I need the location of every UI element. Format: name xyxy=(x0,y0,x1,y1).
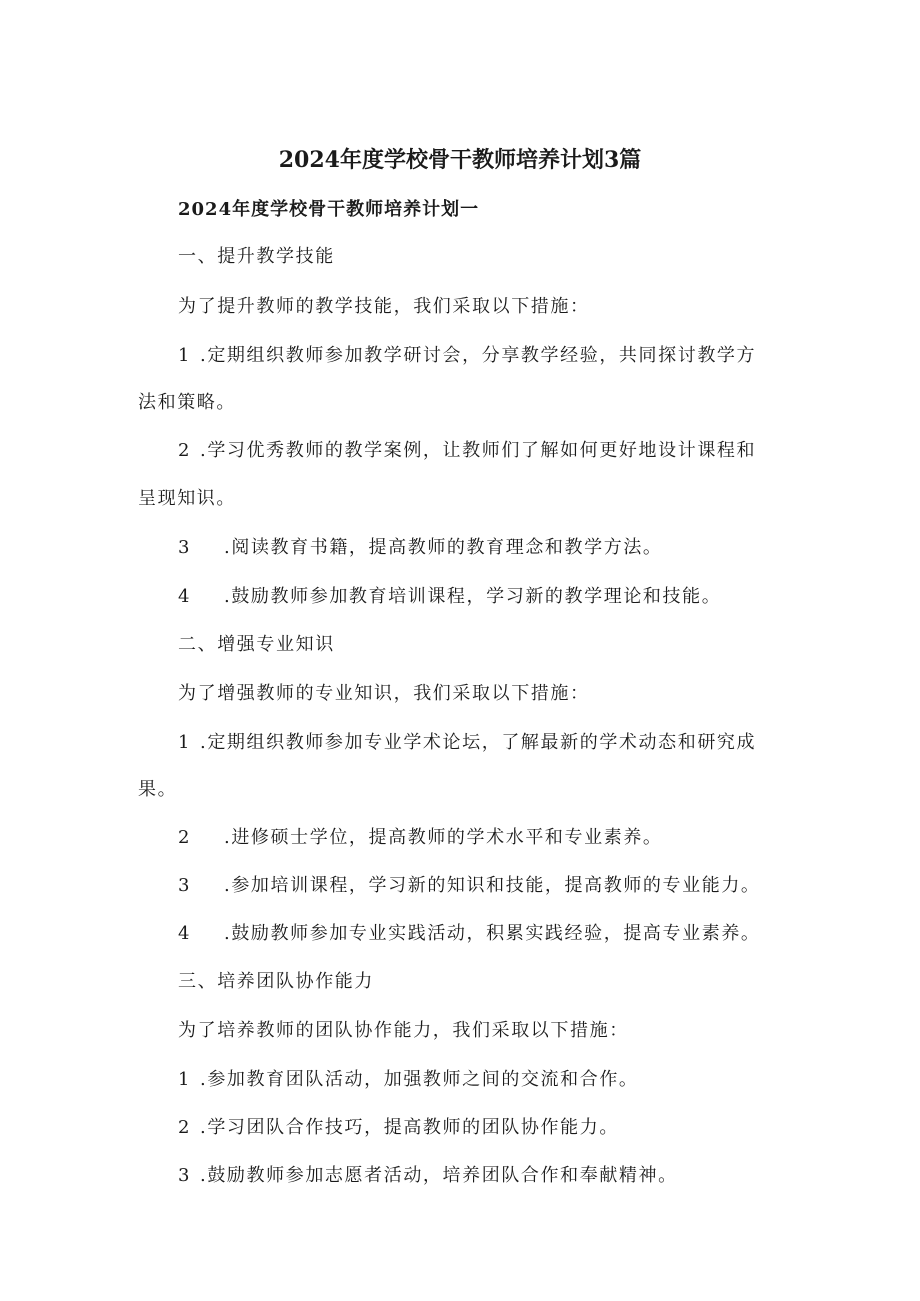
list-item xyxy=(178,825,663,851)
item-continuation: 呈现知识。 xyxy=(138,488,236,509)
item-number: 3 xyxy=(178,537,192,558)
item-text: .鼓励教师参加志愿者活动，培养团队合作和奉献精神。 xyxy=(200,1165,678,1186)
item-continuation: 法和策略。 xyxy=(138,392,236,413)
list-item xyxy=(178,921,761,947)
section-intro: 为了培养教师的团队协作能力，我们采取以下措施： xyxy=(178,1020,629,1041)
list-item xyxy=(178,1115,619,1141)
item-text: .定期组织教师参加教学研讨会，分享教学经验，共同探讨教学方 xyxy=(200,345,757,366)
list-item xyxy=(178,1067,639,1093)
item-text: .参加教育团队活动，加强教师之间的交流和合作。 xyxy=(200,1069,639,1090)
item-number: 1 xyxy=(178,732,192,753)
list-item xyxy=(178,1163,678,1189)
section-heading: 二、增强专业知识 xyxy=(178,634,335,655)
item-number: 2 xyxy=(178,1117,192,1138)
list-item xyxy=(178,730,756,756)
item-continuation: 果。 xyxy=(138,779,178,800)
item-number: 1 xyxy=(178,345,192,366)
item-text: .定期组织教师参加专业学术论坛，了解最新的学术动态和研究成 xyxy=(200,732,757,753)
section-heading: 三、培养团队协作能力 xyxy=(178,971,374,992)
item-number: 3 xyxy=(178,1165,192,1186)
item-text: .鼓励教师参加专业实践活动，积累实践经验，提高专业素养。 xyxy=(224,923,761,944)
item-text: .鼓励教师参加教育培训课程，学习新的教学理论和技能。 xyxy=(224,586,722,607)
list-item xyxy=(178,873,761,899)
item-number: 1 xyxy=(178,1069,192,1090)
item-text: .参加培训课程，学习新的知识和技能，提高教师的专业能力。 xyxy=(224,875,761,896)
item-number: 2 xyxy=(178,827,192,848)
item-number: 2 xyxy=(178,440,192,461)
section-intro: 为了增强教师的专业知识，我们采取以下措施： xyxy=(178,683,590,704)
item-text: .学习团队合作技巧，提高教师的团队协作能力。 xyxy=(200,1117,619,1138)
item-number: 4 xyxy=(178,586,192,607)
list-item xyxy=(178,584,721,610)
item-text: .阅读教育书籍，提高教师的教育理念和教学方法。 xyxy=(224,537,663,558)
list-item xyxy=(178,535,663,561)
item-text: .进修硕士学位，提高教师的学术水平和专业素养。 xyxy=(224,827,663,848)
item-number: 4 xyxy=(178,923,192,944)
section-intro: 为了提升教师的教学技能，我们采取以下措施： xyxy=(178,296,590,317)
list-item xyxy=(178,438,756,464)
item-number: 3 xyxy=(178,875,192,896)
section-heading: 一、提升教学技能 xyxy=(178,246,335,267)
plan-subtitle: 2024年度学校骨干教师培养计划一 xyxy=(178,199,480,220)
item-text: .学习优秀教师的教学案例，让教师们了解如何更好地设计课程和 xyxy=(200,440,757,461)
list-item xyxy=(178,343,756,369)
document-title: 2024年度学校骨干教师培养计划3篇 xyxy=(278,147,642,173)
